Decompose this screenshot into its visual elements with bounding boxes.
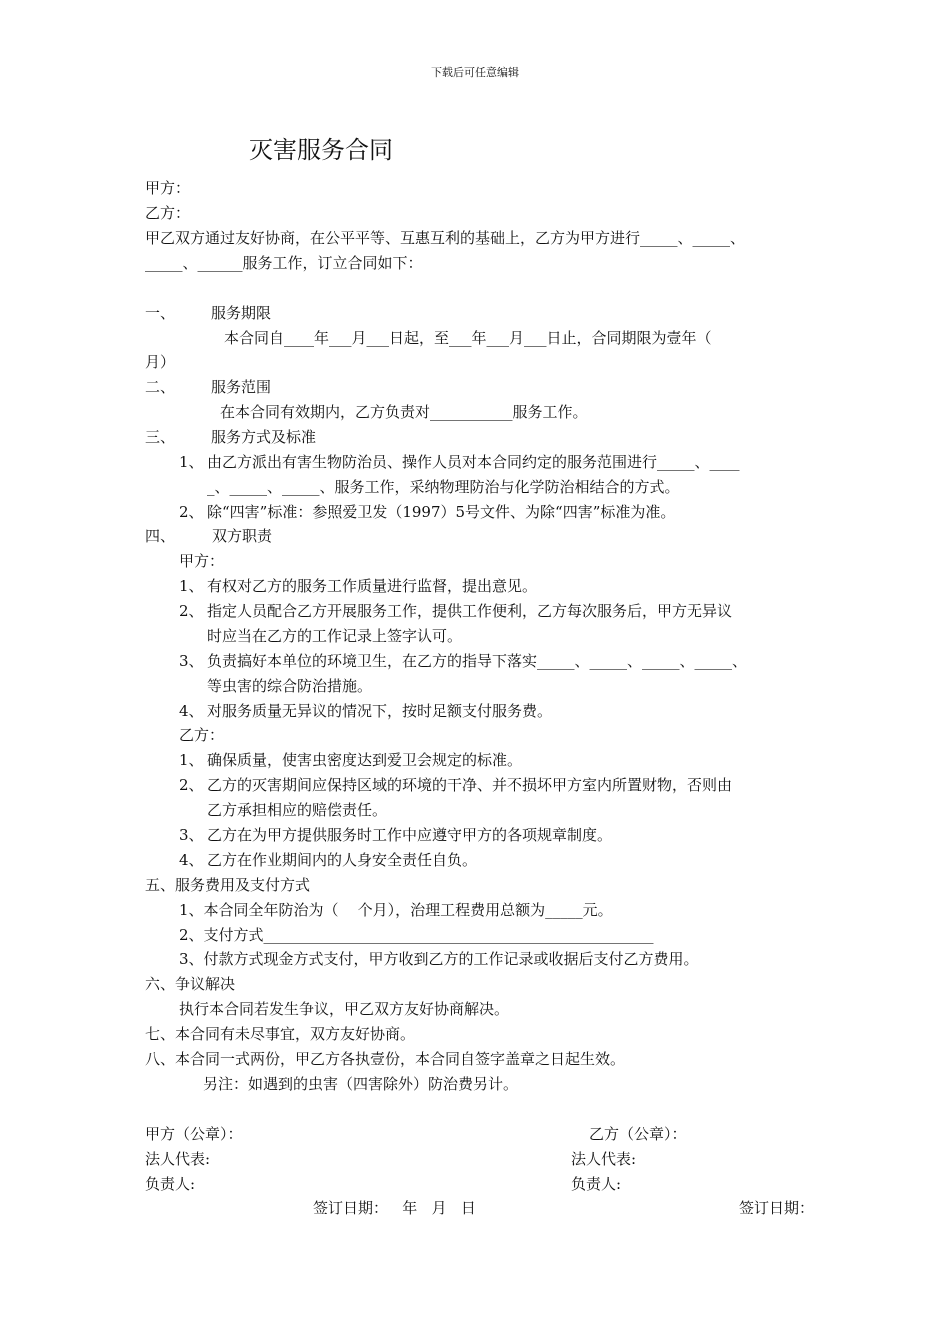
document-title: 灭害服务合同 xyxy=(249,136,393,164)
section-title: 服务范围 xyxy=(211,378,272,396)
section-title: 五、服务费用及支付方式 xyxy=(145,876,311,894)
section-text: 月） xyxy=(145,353,176,371)
section-number: 二、 xyxy=(145,378,176,396)
section-text: 本合同自____年___月___日起，至___年___月___日止，合同期限为壹年（ xyxy=(224,329,712,347)
item-number: 1、 xyxy=(179,453,204,471)
item-number: 2、 xyxy=(179,503,204,521)
section-title: 六、争议解决 xyxy=(145,975,236,993)
party-a-label: 甲方： xyxy=(145,179,191,197)
section-number: 四、 xyxy=(145,527,176,545)
item-text: 对服务质量无异议的情况下，按时足额支付服务费。 xyxy=(207,702,553,720)
item-text: 乙方在为甲方提供服务时工作中应遵守甲方的各项规章制度。 xyxy=(207,826,613,844)
item-number: 1、 xyxy=(179,577,204,595)
item-number: 4、 xyxy=(179,851,204,869)
party-a-duties-label: 甲方： xyxy=(179,552,225,570)
item-number: 3、 xyxy=(179,652,204,670)
section-title: 服务方式及标准 xyxy=(211,428,317,446)
item-number: 3、 xyxy=(179,826,204,844)
intro-line: 甲乙双方通过友好协商，在公平平等、互惠互利的基础上，乙方为甲方进行_____、_____、 xyxy=(145,229,746,247)
party-b-sign-date: 签订日期： xyxy=(739,1199,815,1217)
section-title: 双方职责 xyxy=(212,527,273,545)
item-text: _、_____、_____、服务工作，采纳物理防治与化学防治相结合的方式。 xyxy=(207,478,680,496)
item-text: 有权对乙方的服务工作质量进行监督，提出意见。 xyxy=(207,577,538,595)
section-number: 一、 xyxy=(145,304,176,322)
item-text: 由乙方派出有害生物防治员、操作人员对本合同约定的服务范围进行_____、____ xyxy=(207,453,740,471)
party-b-legal-rep: 法人代表: xyxy=(571,1150,637,1168)
item-text: 指定人员配合乙方开展服务工作，提供工作便利，乙方每次服务后，甲方无异议 xyxy=(207,602,733,620)
item-text: 乙方的灭害期间应保持区域的环境的干净、并不损坏甲方室内所置财物，否则由 xyxy=(207,776,733,794)
item-number: 2、 xyxy=(179,602,204,620)
item-text: 除“四害”标准：参照爱卫发（1997）5号文件、为除“四害”标准为准。 xyxy=(207,503,676,521)
item-text: 乙方承担相应的赔偿责任。 xyxy=(207,801,388,819)
party-b-label: 乙方： xyxy=(145,204,191,222)
party-a-sign-date: 签订日期： 年 月 日 xyxy=(313,1199,476,1217)
additional-note: 另注：如遇到的虫害（四害除外）防治费另计。 xyxy=(203,1075,519,1093)
item-text: 确保质量，使害虫密度达到爱卫会规定的标准。 xyxy=(207,751,523,769)
section-number: 三、 xyxy=(145,428,176,446)
item-text: 乙方在作业期间内的人身安全责任自负。 xyxy=(207,851,478,869)
section-text: 1、本合同全年防治为（ 个月），治理工程费用总额为_____元。 xyxy=(179,901,613,919)
header-note: 下载后可任意编辑 xyxy=(431,66,519,79)
item-text: 负责搞好本单位的环境卫生，在乙方的指导下落实_____、_____、_____、_____、 xyxy=(207,652,748,670)
party-b-duties-label: 乙方： xyxy=(179,726,225,744)
section-text: 在本合同有效期内，乙方负责对___________服务工作。 xyxy=(220,403,588,421)
item-number: 1、 xyxy=(179,751,204,769)
section-title: 八、本合同一式两份，甲乙方各执壹份，本合同自签字盖章之日起生效。 xyxy=(145,1050,626,1068)
party-a-legal-rep: 法人代表: xyxy=(145,1150,211,1168)
item-number: 2、 xyxy=(179,776,204,794)
section-title: 七、本合同有未尽事宜，双方友好协商。 xyxy=(145,1025,416,1043)
party-a-responsible: 负责人: xyxy=(145,1175,196,1193)
item-text: 等虫害的综合防治措施。 xyxy=(207,677,373,695)
party-b-seal: 乙方（公章）： xyxy=(589,1125,687,1143)
intro-line: _____、______服务工作，订立合同如下： xyxy=(145,254,423,272)
item-number: 4、 xyxy=(179,702,204,720)
section-text: 执行本合同若发生争议，甲乙双方友好协商解决。 xyxy=(179,1000,510,1018)
item-text: 时应当在乙方的工作记录上签字认可。 xyxy=(207,627,463,645)
section-text: 2、支付方式____________________________________________________ xyxy=(179,926,654,944)
party-a-seal: 甲方（公章）： xyxy=(145,1125,243,1143)
section-text: 3、付款方式现金方式支付，甲方收到乙方的工作记录或收据后支付乙方费用。 xyxy=(179,950,699,968)
section-title: 服务期限 xyxy=(211,304,272,322)
party-b-responsible: 负责人: xyxy=(571,1175,622,1193)
